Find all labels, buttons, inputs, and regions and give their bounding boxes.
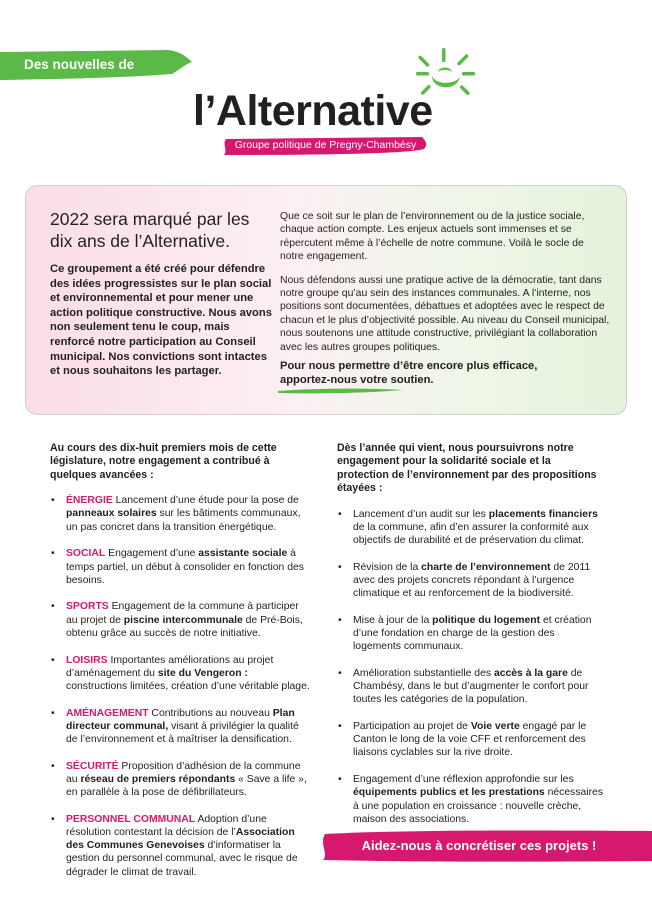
bullet-icon: •: [338, 614, 342, 626]
item-text: de 2011 avec des projets concrets répondant à l’urgence climatique et au renforcement de la biodiversité.: [353, 561, 591, 600]
item-category: LOISIRS: [66, 654, 108, 666]
item-category: SÉCURITÉ: [66, 760, 119, 772]
list-item: [50, 494, 310, 534]
item-text: Lancement d’un audit sur les: [353, 508, 489, 520]
list-item: [50, 547, 310, 587]
support-text: Aidez-nous à concrétiser ces projets !: [361, 838, 597, 853]
item-category: ÉNERGIE: [66, 495, 113, 507]
proposals-column: [337, 442, 605, 839]
intro-lead: Ce groupement a été créé pour défendre des idées progressistes sur le plan social et environnemental et pour mener une action politique constructive. Nous avons non seulement tenu le coup, mais renforcé notre participation au Conseil municipal. Nos convictions sont intactes et nous souhaitons les partager.: [50, 263, 272, 378]
item-text: Lancement d’une étude pour la pose de: [112, 495, 299, 507]
item-category: SOCIAL: [66, 548, 106, 560]
item-highlight: politique du logement: [432, 614, 541, 626]
bullet-icon: •: [51, 654, 55, 666]
list-item: [337, 720, 605, 760]
list-item: [50, 813, 310, 879]
item-text: Mise à jour de la: [353, 614, 433, 626]
item-text: à temps partiel, un début à consolider en fonction des besoins.: [66, 548, 304, 586]
bullet-icon: •: [51, 813, 55, 825]
proposals-list: [337, 508, 605, 826]
item-text: visant à privilégier la qualité de l’environnement et à maîtriser la densification.: [66, 720, 299, 746]
achievements-column: [50, 442, 310, 892]
bullet-icon: •: [338, 774, 342, 786]
item-text: « Save a life », en parallèle à la pose de défibrillateurs.: [66, 773, 307, 799]
item-text: Engagement d’une réflexion approfondie sur les: [353, 774, 574, 786]
item-highlight: réseau de premiers répondants: [80, 773, 236, 785]
item-text: Contributions au nouveau: [148, 707, 273, 719]
proposals-intro: Dès l’année qui vient, nous poursuivrons notre engagement pour la solidarité sociale et la protection de l’environnement par des propositions étayées :: [337, 442, 597, 495]
item-text: Amélioration substantielle des: [353, 667, 494, 679]
bullet-icon: •: [51, 548, 55, 560]
kicker-banner: [0, 50, 195, 80]
item-highlight: panneaux solaires: [66, 508, 157, 520]
list-item: [50, 707, 310, 747]
item-text: engagé par le Canton le long de la voie CFF et renforcement des liaisons cyclables sur la rive droite.: [353, 721, 587, 759]
intro-cta: Pour nous permettre d’être encore plus efficace, apportez-nous votre soutien.: [280, 360, 538, 387]
bullet-icon: •: [51, 760, 55, 772]
item-highlight: accès à la gare: [493, 667, 568, 679]
item-category: PERSONNEL COMMUNAL: [66, 813, 196, 825]
item-highlight: assistante sociale: [198, 548, 288, 560]
bullet-icon: •: [51, 495, 55, 507]
achievements-list: [50, 494, 310, 879]
item-highlight: Voie verte: [470, 721, 520, 733]
list-item: [337, 508, 605, 548]
item-text: constructions limitées, création d’une véritable plage.: [66, 680, 310, 692]
list-item: [337, 614, 605, 654]
item-text: nécessaires à une population en croissance : nouvelle crèche, maison des associations.: [353, 787, 604, 825]
item-text: Engagement d’une: [105, 548, 199, 560]
item-highlight: Association des Communes Genevoises: [66, 827, 295, 852]
bullet-icon: •: [338, 721, 342, 733]
item-highlight: piscine intercommunale: [123, 614, 243, 626]
bullet-icon: •: [51, 601, 55, 613]
intro-title: 2022 sera marqué par les dix ans de l’Alternative.: [50, 209, 250, 251]
list-item: [337, 561, 605, 601]
item-text: de Chambésy, dans le but d’augmenter le confort pour toutes les catégories de la population.: [353, 667, 589, 706]
list-item: [50, 654, 310, 694]
list-item: [50, 600, 310, 640]
subtitle-banner: [222, 136, 429, 156]
item-text: et création d’une fondation en charge de la gestion des logements communaux.: [353, 614, 592, 653]
intro-paragraphs: [280, 210, 610, 364]
item-text: Adoption d’une résolution contestant la décision de l’: [66, 813, 267, 839]
green-underline-stroke: [276, 387, 406, 395]
support-banner: [319, 830, 652, 862]
intro-paragraph: Que ce soit sur le plan de l’environnement ou de la justice sociale, chaque action compte. Les enjeux actuels sont immenses et se répercutent même à l’échelle de notre commune. Voilà le socle de notre engagement.: [280, 211, 585, 263]
achievements-intro: Au cours des dix-huit premiers mois de cette législature, notre engagement a contribué à quelques avancées :: [50, 442, 277, 481]
list-item: [337, 773, 605, 826]
item-text: Engagement de la commune à participer au projet de: [66, 601, 299, 626]
list-item: [50, 760, 310, 800]
item-category: SPORTS: [66, 601, 109, 613]
item-text: de la commune, afin d’en assurer la conformité aux objectifs de durabilité et de préservation du climat.: [353, 521, 589, 547]
bullet-icon: •: [338, 508, 342, 520]
item-text: Participation au projet de: [353, 721, 471, 733]
item-text: de Pré-Bois, obtenu grâce au succès de notre initiative.: [66, 614, 303, 639]
item-text: d’informatiser la gestion du personnel communal, avec le risque de dégrader le climat de travail.: [66, 840, 298, 878]
item-highlight: charte de l’environnement: [421, 561, 551, 573]
item-highlight: site du Vengeron :: [157, 667, 248, 679]
kicker-text: Des nouvelles de: [24, 57, 135, 72]
item-text: Importantes améliorations au projet d’aménagement du: [66, 654, 274, 679]
page-title: l’Alternative: [193, 87, 433, 135]
list-item: [337, 667, 605, 707]
bullet-icon: •: [51, 707, 55, 719]
item-highlight: placements financiers: [488, 508, 598, 520]
item-text: sur les bâtiments communaux, un pas concret dans la transition énergétique.: [66, 508, 301, 533]
bullet-icon: •: [338, 561, 342, 573]
item-highlight: Plan directeur communal,: [66, 707, 295, 732]
item-highlight: équipements publics et les prestations: [353, 787, 545, 799]
bullet-icon: •: [338, 667, 342, 679]
subtitle-text: Groupe politique de Pregny-Chambésy: [234, 139, 417, 151]
item-category: AMÉNAGEMENT: [66, 707, 149, 719]
item-text: Révision de la: [353, 561, 422, 573]
item-text: Proposition d’adhésion de la commune au: [66, 760, 301, 785]
intro-paragraph: Nous défendons aussi une pratique active de la démocratie, tant dans notre groupe qu’au sein des instances communales. A l’interne, nos positions sont documentées, débattues et adoptées avec le respect de chacun et le plus d’objectivité possible. Au niveau du Conseil municipal, nous soutenons une attitude constructive, privilégiant la collaboration avec les autres groupes politiques.: [280, 274, 610, 353]
